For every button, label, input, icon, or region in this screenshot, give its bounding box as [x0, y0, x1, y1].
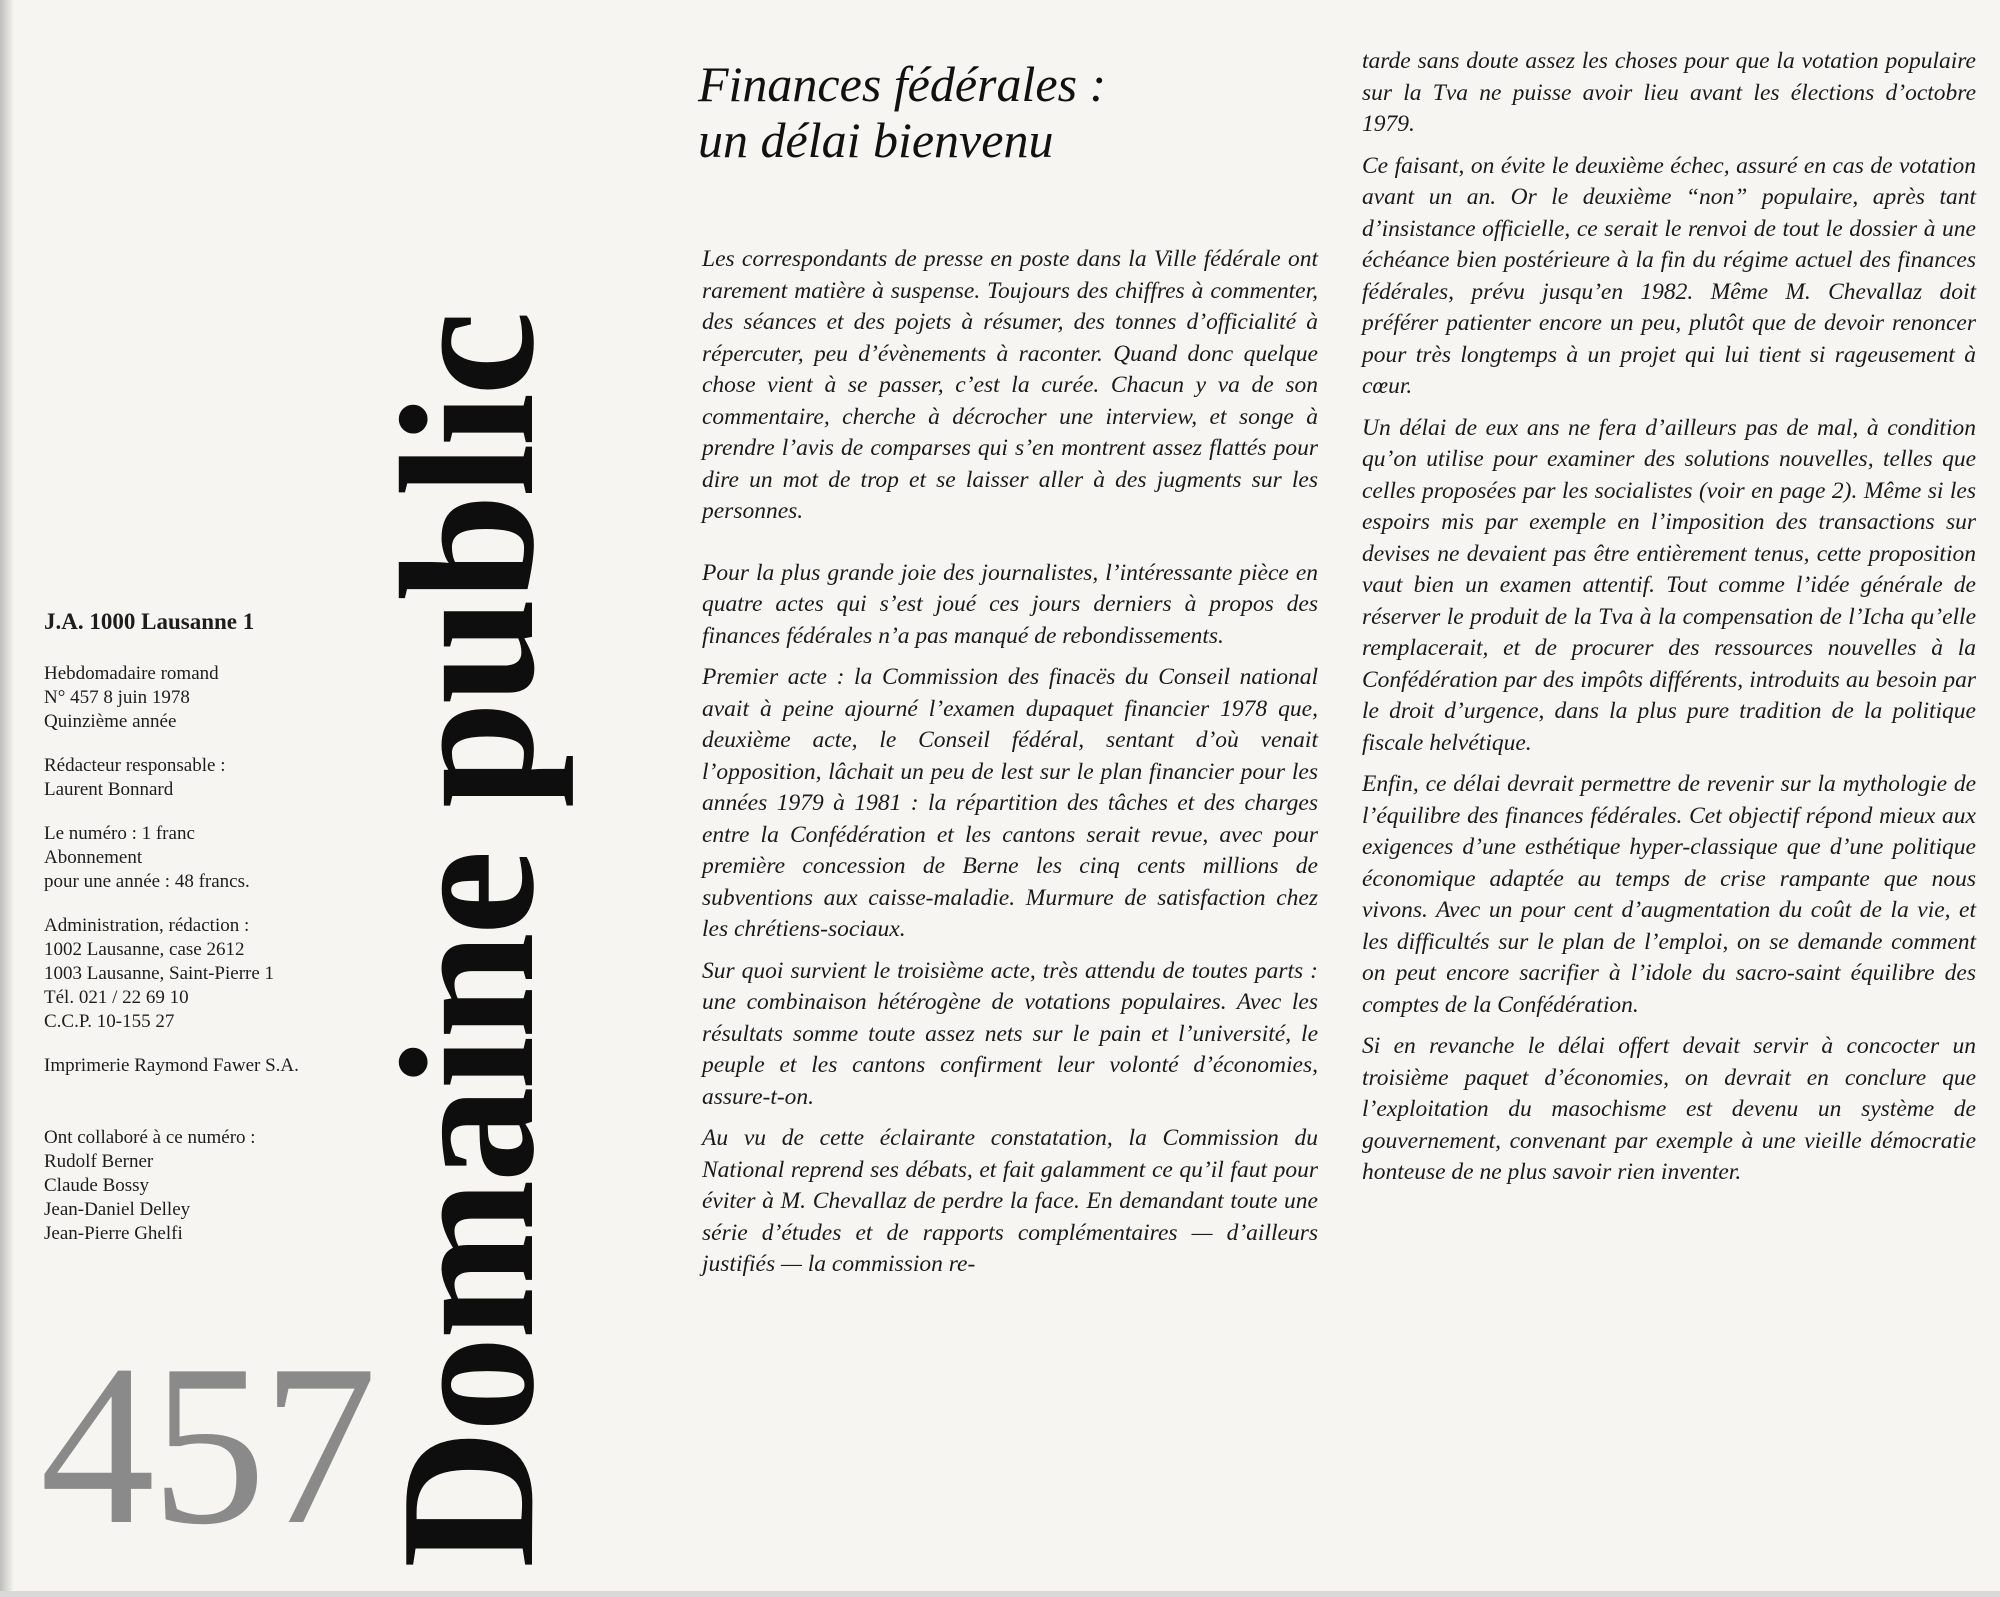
article-paragraph: tarde sans doute assez les choses pour que la votation populaire sur la Tva ne puisse avoir lieu avant les élections d’octobre 1979.: [1362, 48, 1976, 137]
article-paragraph: Sur quoi survient le troisième acte, très attendu de toutes parts : une combinaison hétérogène de votations populaires. Avec les résultats somme toute assez nets sur le pain et l’université, le peuple et les cantons confirment leur volonté d’économies, assure-t-on.: [702, 957, 1318, 1110]
subscription-label: Abonnement: [44, 847, 143, 868]
publication-info: [44, 662, 414, 734]
article-paragraph: Ce faisant, on évite le deuxième échec, assuré en cas de votation avant un an. Or le deuxième “non” populaire, après tant d’insistance officielle, ce serait le renvoi de tout le dossier à une échéance bien postérieure à la fin du régime actuel des finances fédérales, prévu jusqu’en 1982. Même M. Chevallaz doit préférer patienter encore un peu, plutôt que de devoir renoncer pour très longtemps à un projet qui lui tient si rageusement à cœur.: [1362, 152, 1976, 399]
article-column-1: [702, 244, 1318, 1291]
editor-name: Laurent Bonnard: [44, 779, 174, 800]
administration-info: [44, 914, 414, 1034]
contributors-label: Ont collaboré à ce numéro :: [44, 1127, 256, 1148]
printer-name: Imprimerie Raymond Fawer S.A.: [44, 1055, 299, 1076]
publication-title: Domaine public: [361, 313, 574, 1568]
article-paragraph: Premier acte : la Commission des finacës du Conseil national avait à peine ajourné l’examen dupaquet financier 1978 que, deuxième acte, le Conseil fédéral, sentant d’où venait l’opposition, lâchait un peu de lest sur le plan financier pour les années 1979 à 1981 : la répartition des tâches et des charges entre la Confédération et les cantons serait revue, avec pour première concession de Berne les cinq cents millions de subventions aux caisse-maladie. Murmure de satisfaction chez les chrétiens-sociaux.: [702, 664, 1318, 942]
administration-address-1: 1002 Lausanne, case 2612: [44, 939, 245, 960]
postal-address: J.A. 1000 Lausanne 1: [44, 609, 255, 634]
article-paragraph: Au vu de cette éclairante constatation, la Commission du National reprend ses débats, et fait galamment ce qu’il faut pour éviter à M. Chevallaz de perdre la face. En demandant toute une série d’études et de rapports complémentaires — d’ailleurs justifiés — la commission re-: [702, 1125, 1318, 1277]
administration-label: Administration, rédaction :: [44, 915, 250, 936]
article-column-2: [1362, 46, 1976, 1199]
contributor-name: Jean-Pierre Ghelfi: [44, 1223, 183, 1244]
publication-frequency: Hebdomadaire romand: [44, 663, 219, 684]
headline-line-1: Finances fédérales :: [698, 56, 1107, 112]
contributors-list: [44, 1126, 414, 1246]
headline-line-2: un délai bienvenu: [698, 112, 1054, 168]
administration-phone: Tél. 021 / 22 69 10: [44, 987, 189, 1008]
article-paragraph: Les correspondants de presse en poste dans la Ville fédérale ont rarement matière à suspense. Toujours des chiffres à commenter, des séances et des pojets à résumer, des tonnes d’officialité à répercuter, peu d’évènements à raconter. Quand donc quelque chose vient à se passer, c’est la curée. Chacun y va de son commentaire, cherche à décrocher une interview, et songe à prendre l’avis de comparses qui s’en montrent assez flattés pour dire un mot de trop et se laisser aller à des jugments sur les personnes.: [702, 246, 1318, 524]
issue-number: 457: [40, 1317, 373, 1572]
subscription-price: pour une année : 48 francs.: [44, 871, 250, 892]
publication-year: Quinzième année: [44, 711, 177, 732]
article-paragraph: Un délai de eux ans ne fera d’ailleurs pas de mal, à condition qu’on utilise pour examiner des solutions nouvelles, telles que celles proposées par les socialistes (voir en page 2). Même si les espoirs mis par exemple en l’imposition des transactions sur devises ne devaient pas être entièrement tenus, cette proposition vaut bien un examen attentif. Tout comme l’idée générale de réserver le produit de la Tva à la compensation de l’Icha qu’elle remplacerait, et de procurer des ressources nouvelles à la Confédération par des impôts différents, introduits au besoin par le droit d’urgence, dans la plus pure tradition de la politique fiscale helvétique.: [1362, 414, 1976, 756]
administration-address-2: 1003 Lausanne, Saint-Pierre 1: [44, 963, 275, 984]
scan-edge-shadow: [0, 0, 14, 1597]
pricing-info: [44, 822, 414, 894]
printer-info: [44, 1054, 414, 1078]
editor-info: [44, 754, 414, 802]
contributor-name: Claude Bossy: [44, 1175, 150, 1196]
masthead-info: [44, 610, 414, 1266]
administration-postal-account: C.C.P. 10-155 27: [44, 1011, 175, 1032]
article-headline: [698, 56, 1258, 168]
article-paragraph: Si en revanche le délai offert devait servir à concocter un troisième paquet d’économies, on devrait en conclure que l’exploitation du masochisme est devenu un système de gouvernement, convenant par exemple à une vieille démocratie honteuse de ne plus savoir rien inventer.: [1362, 1033, 1976, 1185]
article-paragraph: Pour la plus grande joie des journalistes, l’intéressante pièce en quatre actes qui s’est joué ces jours derniers à propos des finances fédérales n’a pas manqué de rebondissements.: [702, 559, 1318, 649]
editor-label: Rédacteur responsable :: [44, 755, 226, 776]
article-paragraph: Enfin, ce délai devrait permettre de revenir sur la mythologie de l’équilibre des finances fédérales. Cet objectif répond mieux aux exigences d’une esthétique hyper-classique que d’une politique économique adaptée au temps de crise rampante que nous vivons. Avec un pour cent d’augmentation du coût de la vie, et les difficultés sur le plan de l’emploi, on se demande comment on peut encore sacrifier à l’idole du sacro-saint équilibre des comptes de la Confédération.: [1362, 771, 1976, 1018]
contributor-name: Jean-Daniel Delley: [44, 1199, 191, 1220]
scan-bottom-edge: [0, 1591, 2000, 1597]
issue-date: N° 457 8 juin 1978: [44, 687, 190, 708]
contributor-name: Rudolf Berner: [44, 1151, 154, 1172]
issue-price: Le numéro : 1 franc: [44, 823, 195, 844]
